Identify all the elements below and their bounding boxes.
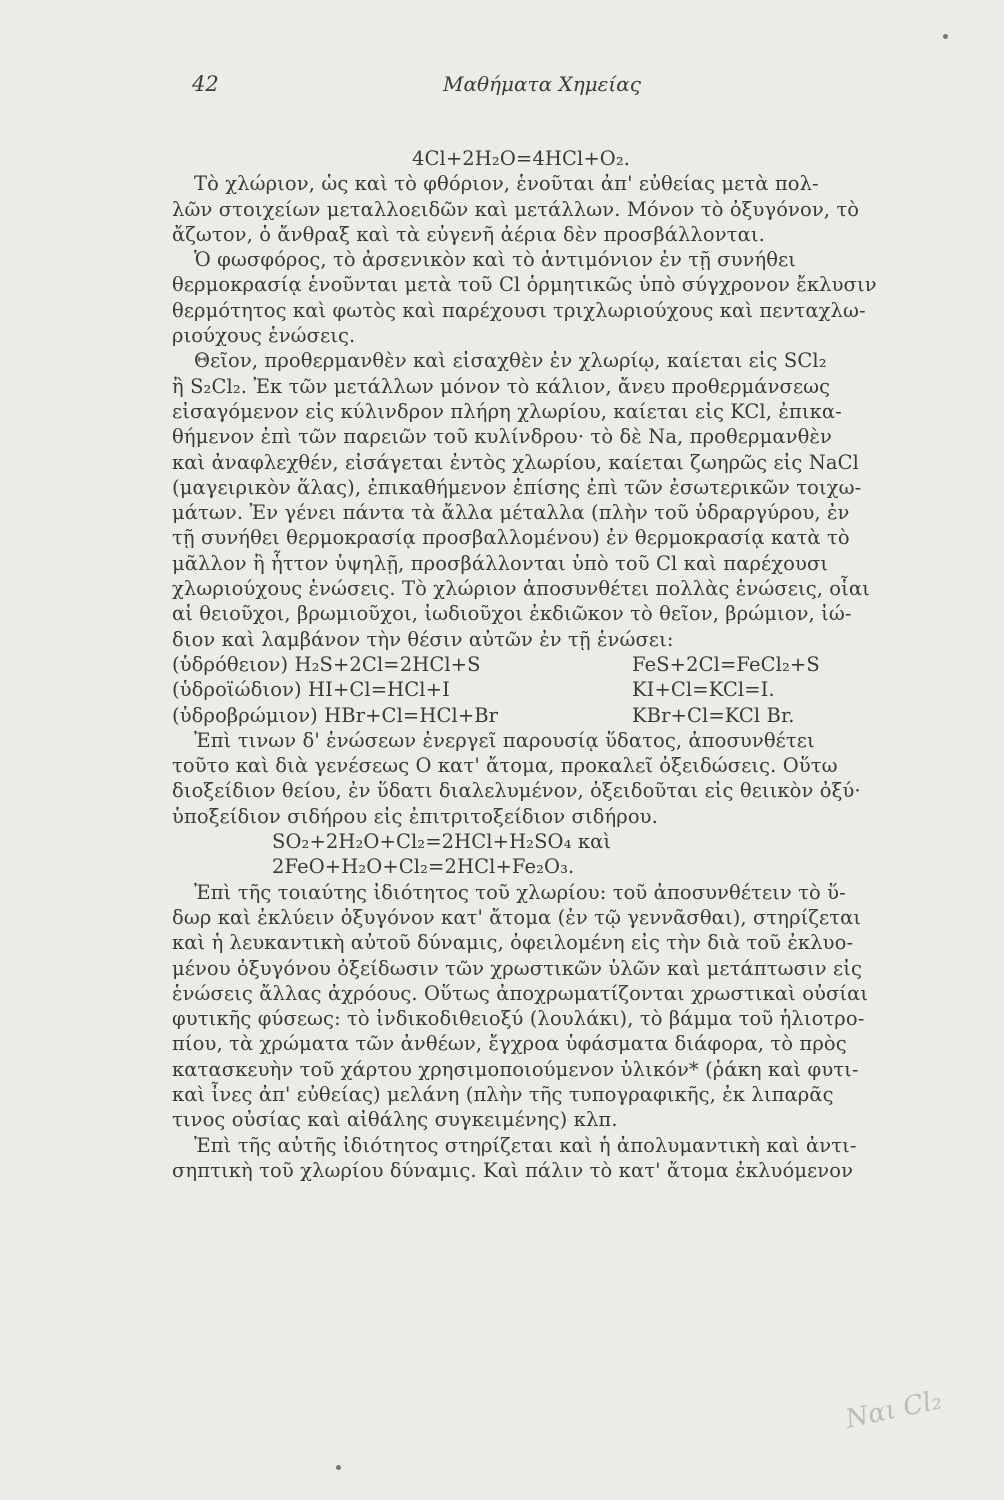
text-line: δωρ καὶ ἐκλύειν ὀξυγόνον κατ' ἄτομα (ἐν τῷ γεννᾶσθαι), στηρίζεται xyxy=(172,905,862,929)
text-line: 4Cl+2H₂O=4HCl+O₂. xyxy=(412,147,631,170)
equation-line: SO₂+2H₂O+Cl₂=2HCl+H₂SO₄ καὶ xyxy=(272,830,612,854)
text-line: χλωριούχους ἑνώσεις. Τὸ χλώριον ἀποσυνθέτει πολλὰς ἑνώσεις, οἷαι xyxy=(172,577,870,601)
speck xyxy=(336,1465,341,1470)
text-line: σηπτικὴ τοῦ χλωρίου δύναμις. Καὶ πάλιν τὸ κατ' ἄτομα ἐκλυόμενον xyxy=(172,1158,854,1182)
text-line: καὶ ἶνες ἀπ' εὐθείας) μελάνη (πλὴν τῆς τυπογραφικῆς, ἐκ λιπαρᾶς xyxy=(172,1082,834,1106)
text-line: διοξείδιον θείου, ἐν ὕδατι διαλελυμένον, ὀξειδοῦται εἰς θειικὸν ὀξύ· xyxy=(172,779,861,803)
equation-row xyxy=(172,677,952,702)
text-line: καὶ ἀναφλεχθέν, εἰσάγεται ἐντὸς χλωρίου, καίεται ζωηρῶς εἰς NaCl xyxy=(172,450,859,474)
text-line: Ὁ φωσφόρος, τὸ ἀρσενικὸν καὶ τὸ ἀντιμόνιον ἐν τῇ συνήθει xyxy=(194,248,797,272)
text-line: ἑνώσεις ἄλλας ἀχρόους. Οὕτως ἀποχρωματίζονται χρωστικαὶ οὐσίαι xyxy=(172,981,869,1005)
text-line: θερμότητος καὶ φωτὸς καὶ παρέχουσι τριχλωριούχους καὶ πενταχλω- xyxy=(172,298,866,322)
text-line: τοῦτο καὶ διὰ γενέσεως O κατ' ἄτομα, προκαλεῖ ὀξειδώσεις. Οὕτω xyxy=(172,754,838,778)
text-line: ἢ S₂Cl₂. Ἐκ τῶν μετάλλων μόνον τὸ κάλιον, ἄνευ προθερμάνσεως xyxy=(172,374,831,398)
text-line: τινος οὐσίας καὶ αἰθάλης συγκειμένης) κλπ. xyxy=(172,1108,618,1132)
running-title: Μαθήματα Χημείας xyxy=(443,72,641,96)
equation-line: 2FeO+H₂O+Cl₂=2HCl+Fe₂O₃. xyxy=(272,855,575,879)
equation-right: KI+Cl=KCl=I. xyxy=(632,678,775,702)
text-line: Ἐπὶ τῆς αὐτῆς ἰδιότητος στηρίζεται καὶ ἡ ἀπολυμαντικὴ καὶ ἀντι- xyxy=(194,1133,857,1157)
text-line: κατασκευὴν τοῦ χάρτου χρησιμοποιούμενον ὑλικόν* (ῥάκη καὶ φυτι- xyxy=(172,1057,859,1081)
text-line: ἄζωτον, ὁ ἄνθραξ καὶ τὰ εὐγενῆ ἀέρια δὲν προσβάλλονται. xyxy=(172,222,765,246)
text-line: (μαγειρικὸν ἅλας), ἐπικαθήμενον ἐπίσης ἐπὶ τῶν ἐσωτερικῶν τοιχω- xyxy=(172,475,862,499)
equation-left: (ὑδρόθειον) H₂S+2Cl=2HCl+S xyxy=(172,652,481,676)
equation-row xyxy=(172,652,952,677)
text-line: Ἐπὶ τινων δ' ἑνώσεων ἐνεργεῖ παρουσίᾳ ὕδατος, ἀποσυνθέτει xyxy=(194,728,815,752)
text-line: Ἐπὶ τῆς τοιαύτης ἰδιότητος τοῦ χλωρίου: τοῦ ἀποσυνθέτειν τὸ ὕ- xyxy=(194,880,846,904)
text-line: τῇ συνήθει θερμοκρασίᾳ προσβαλλομένου) ἐν θερμοκρασίᾳ κατὰ τὸ xyxy=(172,526,850,550)
text-line: λῶν στοιχείων μεταλλοειδῶν καὶ μετάλλων. Μόνον τὸ ὀξυγόνον, τὸ xyxy=(172,197,860,221)
equation-left: (ὑδροϊώδιον) HI+Cl=HCl+I xyxy=(172,678,450,702)
text-line: ριούχους ἑνώσεις. xyxy=(172,324,356,348)
text-line: διον καὶ λαμβάνον τὴν θέσιν αὐτῶν ἐν τῇ ἑνώσει: xyxy=(172,627,674,651)
equation-right: FeS+2Cl=FeCl₂+S xyxy=(632,652,820,676)
text-line: θερμοκρασίᾳ ἑνοῦνται μετὰ τοῦ Cl ὁρμητικῶς ὑπὸ σύγχρονον ἔκλυσιν xyxy=(172,273,877,297)
text-line: μένου ὀξυγόνου ὀξείδωσιν τῶν χρωστικῶν ὑλῶν καὶ μετάπτωσιν εἰς xyxy=(172,956,862,980)
speck xyxy=(943,34,948,39)
pencil-annotation: Ναι Cl₂ xyxy=(842,1385,945,1435)
equation-left: (ὑδροβρώμιον) HBr+Cl=HCl+Br xyxy=(172,703,499,727)
text-line: αἱ θειοῦχοι, βρωμιοῦχοι, ἰωδιοῦχοι ἐκδιῶκον τὸ θεῖον, βρώμιον, ἰώ- xyxy=(172,602,852,626)
body-text xyxy=(172,146,952,1183)
text-line: μᾶλλον ἢ ἧττον ὑψηλῇ, προσβάλλονται ὑπὸ τοῦ Cl καὶ παρέχουσι xyxy=(172,551,829,575)
text-line: Θεῖον, προθερμανθὲν καὶ εἰσαχθὲν ἐν χλωρίῳ, καίεται εἰς SCl₂ xyxy=(194,349,827,373)
text-line: μάτων. Ἐν γένει πάντα τὰ ἄλλα μέταλλα (πλὴν τοῦ ὑδραργύρου, ἐν xyxy=(172,501,850,525)
text-line: θήμενον ἐπὶ τῶν παρειῶν τοῦ κυλίνδρου· τὸ δὲ Na, προθερμανθὲν xyxy=(172,425,832,449)
text-line: φυτικῆς φύσεως: τὸ ἰνδικοδιθειοξύ (λουλάκι), τὸ βάμμα τοῦ ἡλιοτρο- xyxy=(172,1007,865,1031)
equation-row xyxy=(172,703,952,728)
page-header xyxy=(172,72,912,102)
text-line: καὶ ἡ λευκαντικὴ αὐτοῦ δύναμις, ὀφειλομένη εἰς τὴν διὰ τοῦ ἐκλυο- xyxy=(172,931,854,955)
equation-right: KBr+Cl=KCl Br. xyxy=(632,703,795,727)
page-number: 42 xyxy=(192,72,219,96)
text-line: Τὸ χλώριον, ὡς καὶ τὸ φθόριον, ἑνοῦται ἀπ' εὐθείας μετὰ πολ- xyxy=(194,172,819,196)
text-line: ὑποξείδιον σιδήρου εἰς ἐπιτριτοξείδιον σιδήρου. xyxy=(172,804,658,828)
text-line: εἰσαγόμενον εἰς κύλινδρον πλήρη χλωρίου, καίεται εἰς KCl, ἐπικα- xyxy=(172,399,842,423)
text-line: πίου, τὰ χρώματα τῶν ἀνθέων, ἔγχροα ὑφάσματα διάφορα, τὸ πρὸς xyxy=(172,1032,847,1056)
